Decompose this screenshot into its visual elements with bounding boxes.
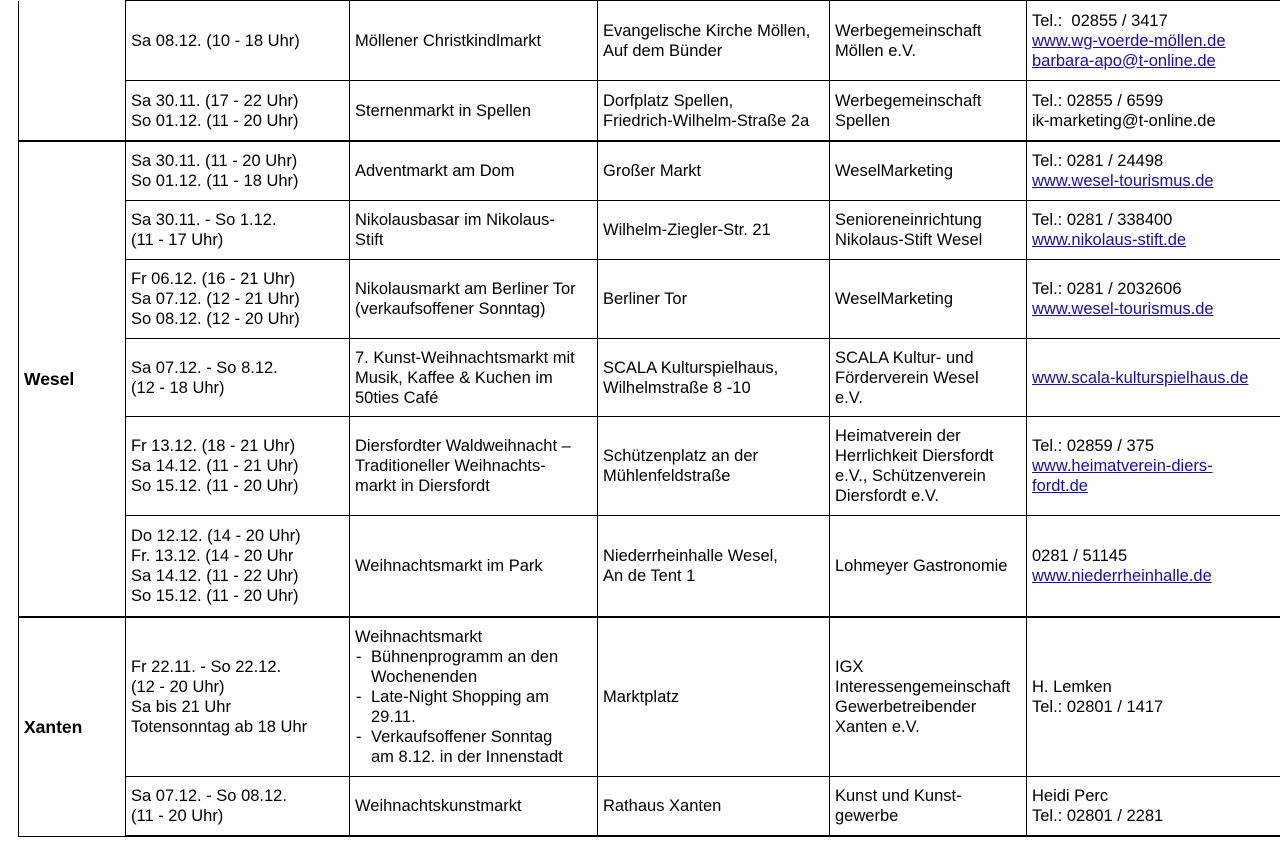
organizer-cell bbox=[830, 777, 1027, 837]
text-line: So 15.12. (11 - 20 Uhr) bbox=[131, 587, 299, 605]
text-line: Sa 14.12. (11 - 21 Uhr) bbox=[131, 457, 299, 475]
organizer-cell bbox=[830, 516, 1027, 618]
event-cell bbox=[350, 141, 598, 201]
location-cell bbox=[598, 260, 830, 339]
table-row bbox=[19, 617, 1280, 777]
text-line: Sa 07.12. (12 - 21 Uhr) bbox=[131, 290, 300, 308]
list-item: - Verkaufsoffener Sonntag am 8.12. in der Innenstadt bbox=[355, 727, 592, 767]
location-cell bbox=[598, 339, 830, 417]
text-line: Heimatverein der bbox=[835, 427, 961, 445]
contact-cell bbox=[1027, 201, 1280, 260]
text-line: Late-Night Shopping am bbox=[371, 688, 549, 706]
text-line: ik-marketing@t-online.de bbox=[1032, 111, 1216, 130]
location-cell bbox=[598, 81, 830, 142]
text-line: Xanten e.V. bbox=[835, 718, 920, 736]
text-line: Weihnachtsmarkt im Park bbox=[355, 557, 543, 575]
organizer-cell bbox=[830, 81, 1027, 142]
text-line: Musik, Kaffee & Kuchen im bbox=[355, 368, 553, 387]
text-line: Interessengemeinschaft bbox=[835, 678, 1011, 696]
location-cell bbox=[598, 617, 830, 777]
text-line: Tel.: 02859 / 375 bbox=[1032, 437, 1155, 455]
date-cell bbox=[126, 1, 350, 81]
text-line: So 15.12. (11 - 20 Uhr) bbox=[131, 477, 299, 495]
event-title: Weihnachtsmarkt bbox=[355, 628, 483, 646]
text-line: WeselMarketing bbox=[835, 290, 953, 308]
contact-link[interactable]: www.scala-kulturspielhaus.de bbox=[1032, 368, 1249, 387]
text-line: Marktplatz bbox=[603, 688, 680, 706]
event-cell bbox=[350, 417, 598, 516]
text-line: (11 - 17 Uhr) bbox=[131, 231, 224, 249]
text-line: Großer Markt bbox=[603, 162, 702, 180]
text-line: Schützenplatz an der bbox=[603, 447, 759, 465]
date-cell bbox=[126, 777, 350, 837]
contact-cell bbox=[1027, 339, 1280, 417]
list-item: - Bühnenprogramm an den Wochenenden bbox=[355, 647, 592, 687]
event-cell bbox=[350, 81, 598, 142]
city-cell-empty bbox=[19, 1, 126, 142]
text-line: So 01.12. (11 - 18 Uhr) bbox=[131, 172, 299, 190]
text-line: Nikolausmarkt am Berliner Tor bbox=[355, 280, 576, 298]
text-line: Sa 14.12. (11 - 22 Uhr) bbox=[131, 567, 299, 585]
text-line: Möllen e.V. bbox=[835, 41, 917, 60]
location-cell bbox=[598, 417, 830, 516]
date-cell bbox=[126, 417, 350, 516]
contact-cell bbox=[1027, 516, 1280, 618]
table-row bbox=[19, 339, 1280, 417]
text-line: Förderverein Wesel bbox=[835, 368, 979, 387]
text-line: Verkaufsoffener Sonntag bbox=[371, 728, 553, 746]
text-line: Möllener Christkindlmarkt bbox=[355, 31, 542, 50]
text-line: Tel.: 02801 / 2281 bbox=[1032, 807, 1164, 825]
text-line: gewerbe bbox=[835, 807, 899, 825]
contact-cell bbox=[1027, 777, 1280, 837]
text-line: Kunst und Kunst- bbox=[835, 787, 962, 805]
text-line: Sa 30.11. (17 - 22 Uhr) bbox=[131, 91, 299, 110]
text-line: (12 - 18 Uhr) bbox=[131, 378, 225, 397]
text-line: So 01.12. (11 - 20 Uhr) bbox=[131, 111, 299, 130]
text-line: Spellen bbox=[835, 111, 891, 130]
text-line: An de Tent 1 bbox=[603, 567, 696, 585]
text-line: Wilhelmstraße 8 -10 bbox=[603, 378, 751, 397]
event-cell bbox=[350, 777, 598, 837]
events-table-page bbox=[18, 0, 1280, 837]
location-cell bbox=[598, 1, 830, 81]
event-program-list bbox=[355, 647, 592, 767]
event-cell bbox=[350, 201, 598, 260]
text-line: Gewerbetreibender bbox=[835, 698, 977, 716]
text-line: Sa 07.12. - So 8.12. bbox=[131, 358, 278, 377]
date-cell bbox=[126, 81, 350, 142]
text-line: Berliner Tor bbox=[603, 290, 688, 308]
location-cell bbox=[598, 516, 830, 618]
organizer-cell bbox=[830, 339, 1027, 417]
text-line: Evangelische Kirche Möllen, bbox=[603, 21, 811, 40]
text-line: Dorfplatz Spellen, bbox=[603, 91, 734, 110]
text-line: Do 12.12. (14 - 20 Uhr) bbox=[131, 527, 301, 545]
date-cell bbox=[126, 141, 350, 201]
event-cell bbox=[350, 1, 598, 81]
contact-link[interactable]: www.heimatverein-diers- bbox=[1032, 457, 1213, 475]
text-line: Tel.: 02801 / 1417 bbox=[1032, 698, 1164, 716]
text-line: Weihnachtskunstmarkt bbox=[355, 797, 522, 815]
text-line: Fr 06.12. (16 - 21 Uhr) bbox=[131, 270, 296, 288]
contact-link[interactable]: www.wg-voerde-möllen.de bbox=[1032, 31, 1226, 50]
text-line: (verkaufsoffener Sonntag) bbox=[355, 300, 546, 318]
contact-link[interactable]: www.niederrheinhalle.de bbox=[1032, 567, 1212, 585]
text-line: Fr. 13.12. (14 - 20 Uhr bbox=[131, 547, 294, 565]
date-cell bbox=[126, 260, 350, 339]
text-line: Adventmarkt am Dom bbox=[355, 162, 515, 180]
text-line: Sa 30.11. (11 - 20 Uhr) bbox=[131, 152, 298, 170]
city-cell-wesel: Wesel bbox=[19, 141, 126, 617]
text-line: Diersfordter Waldweihnacht – bbox=[355, 437, 571, 455]
text-line: Fr 13.12. (18 - 21 Uhr) bbox=[131, 437, 296, 455]
organizer-cell bbox=[830, 260, 1027, 339]
text-line: Wilhelm-Ziegler-Str. 21 bbox=[603, 221, 771, 239]
text-line: Traditioneller Weihnachts- bbox=[355, 457, 546, 475]
text-line: am 8.12. in der Innenstadt bbox=[371, 748, 563, 766]
text-line: Tel.: 02855 / 3417 bbox=[1032, 11, 1168, 30]
text-line: Tel.: 0281 / 24498 bbox=[1032, 152, 1164, 170]
table-row bbox=[19, 1, 1280, 81]
contact-cell bbox=[1027, 417, 1280, 516]
text-line: Niederrheinhalle Wesel, bbox=[603, 547, 778, 565]
organizer-cell bbox=[830, 617, 1027, 777]
list-item: - Late-Night Shopping am 29.11. bbox=[355, 687, 592, 727]
contact-cell bbox=[1027, 260, 1280, 339]
contact-link[interactable]: www.wesel-tourismus.de bbox=[1032, 172, 1214, 190]
text-line: So 08.12. (12 - 20 Uhr) bbox=[131, 310, 300, 328]
text-line: Stift bbox=[355, 231, 384, 249]
text-line: H. Lemken bbox=[1032, 678, 1112, 696]
city-cell-xanten: Xanten bbox=[19, 617, 126, 836]
text-line: SCALA Kultur- und bbox=[835, 348, 974, 367]
location-cell bbox=[598, 777, 830, 837]
table-row bbox=[19, 260, 1280, 339]
event-cell bbox=[350, 339, 598, 417]
contact-link[interactable]: barbara-apo@t-online.de bbox=[1032, 51, 1216, 70]
table-row bbox=[19, 777, 1280, 837]
table-row bbox=[19, 417, 1280, 516]
contact-link[interactable]: www.wesel-tourismus.de bbox=[1032, 300, 1214, 318]
organizer-cell bbox=[830, 1, 1027, 81]
text-line: Herrlichkeit Diersfordt bbox=[835, 447, 994, 465]
text-line: IGX bbox=[835, 658, 864, 676]
text-line: SCALA Kulturspielhaus, bbox=[603, 358, 779, 377]
text-line: e.V. bbox=[835, 388, 863, 407]
text-line: Nikolaus-Stift Wesel bbox=[835, 231, 983, 249]
text-line: Sternenmarkt in Spellen bbox=[355, 101, 532, 120]
text-line: 0281 / 51145 bbox=[1032, 547, 1128, 565]
text-line: Sa bis 21 Uhr bbox=[131, 698, 231, 716]
text-line: 7. Kunst-Weihnachtsmarkt mit bbox=[355, 348, 575, 367]
event-cell bbox=[350, 617, 598, 777]
contact-cell bbox=[1027, 617, 1280, 777]
organizer-cell bbox=[830, 417, 1027, 516]
text-line: WeselMarketing bbox=[835, 162, 953, 180]
text-line: Tel.: 02855 / 6599 bbox=[1032, 91, 1164, 110]
table-row bbox=[19, 516, 1280, 618]
location-cell bbox=[598, 201, 830, 260]
table-row bbox=[19, 81, 1280, 142]
text-line: Mühlenfeldstraße bbox=[603, 467, 731, 485]
date-cell bbox=[126, 617, 350, 777]
date-cell bbox=[126, 516, 350, 618]
text-line: markt in Diersfordt bbox=[355, 477, 490, 495]
organizer-cell bbox=[830, 201, 1027, 260]
date-cell bbox=[126, 339, 350, 417]
text-line: Rathaus Xanten bbox=[603, 797, 722, 815]
date-cell bbox=[126, 201, 350, 260]
text-line: Diersfordt e.V. bbox=[835, 487, 939, 505]
text-line: Fr 22.11. - So 22.12. bbox=[131, 658, 282, 676]
text-line: (12 - 20 Uhr) bbox=[131, 678, 225, 696]
contact-link[interactable]: www.nikolaus-stift.de bbox=[1032, 231, 1187, 249]
location-cell bbox=[598, 141, 830, 201]
text-line: Lohmeyer Gastronomie bbox=[835, 557, 1008, 575]
text-line: Sa 30.11. - So 1.12. bbox=[131, 211, 277, 229]
text-line: Wochenenden bbox=[371, 668, 478, 686]
text-line: 50ties Café bbox=[355, 388, 439, 407]
event-cell bbox=[350, 260, 598, 339]
table-row bbox=[19, 201, 1280, 260]
text-line: Senioreneinrichtung bbox=[835, 211, 982, 229]
contact-cell bbox=[1027, 141, 1280, 201]
text-line: e.V., Schützenverein bbox=[835, 467, 986, 485]
christmas-markets-table bbox=[18, 0, 1280, 837]
text-line: 29.11. bbox=[371, 708, 416, 726]
contact-cell bbox=[1027, 1, 1280, 81]
text-line: Werbegemeinschaft bbox=[835, 91, 982, 110]
organizer-cell bbox=[830, 141, 1027, 201]
table-row bbox=[19, 141, 1280, 201]
contact-cell bbox=[1027, 81, 1280, 142]
text-line: Tel.: 0281 / 2032606 bbox=[1032, 280, 1182, 298]
text-line: Nikolausbasar im Nikolaus- bbox=[355, 211, 555, 229]
text-line: Auf dem Bünder bbox=[603, 41, 723, 60]
text-line: Sa 08.12. (10 - 18 Uhr) bbox=[131, 31, 300, 50]
text-line: Tel.: 0281 / 338400 bbox=[1032, 211, 1173, 229]
text-line: (11 - 20 Uhr) bbox=[131, 807, 224, 825]
text-line: Bühnenprogramm an den bbox=[371, 648, 559, 666]
text-line: Friedrich-Wilhelm-Straße 2a bbox=[603, 111, 810, 130]
text-line: Totensonntag ab 18 Uhr bbox=[131, 718, 308, 736]
text-line: Sa 07.12. - So 08.12. bbox=[131, 787, 287, 805]
event-cell bbox=[350, 516, 598, 618]
contact-link[interactable]: fordt.de bbox=[1032, 477, 1088, 495]
text-line: Werbegemeinschaft bbox=[835, 21, 982, 40]
text-line: Heidi Perc bbox=[1032, 787, 1109, 805]
